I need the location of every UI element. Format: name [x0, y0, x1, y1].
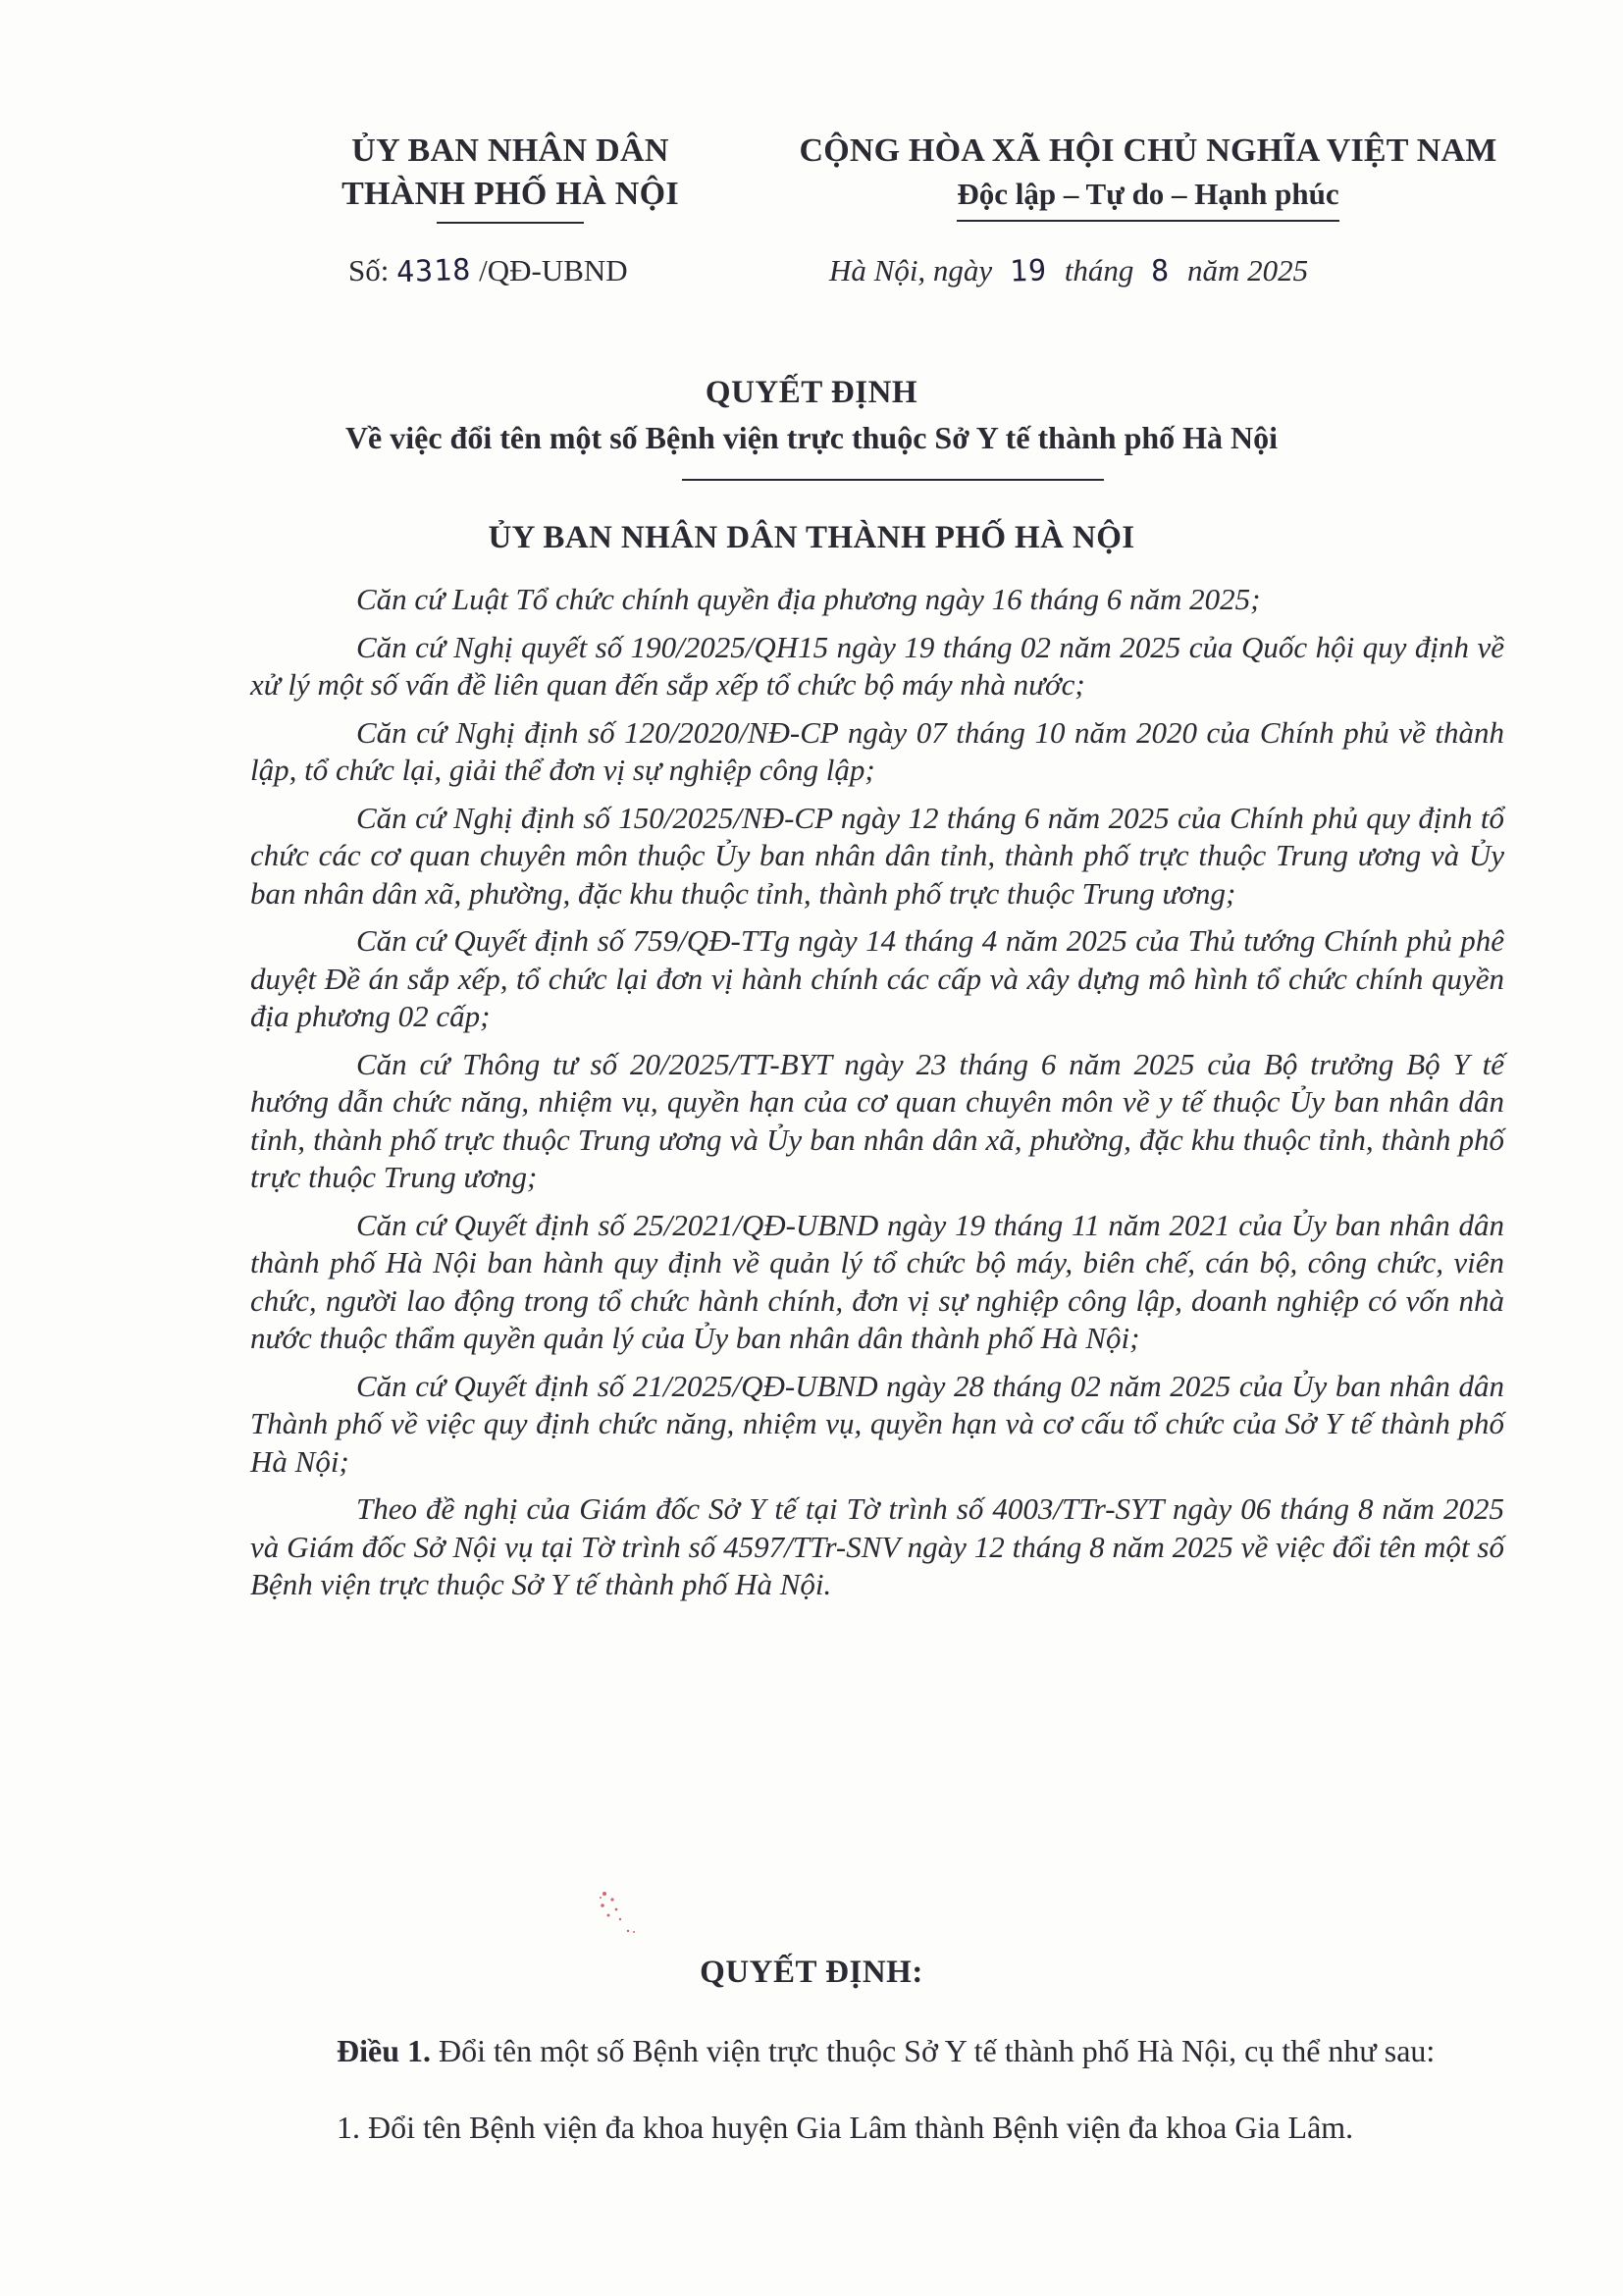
date-year: năm 2025 — [1187, 253, 1309, 287]
legal-basis-item: Căn cứ Quyết định số 759/QĐ-TTg ngày 14 tháng 4 năm 2025 của Thủ tướng Chính phủ phê duyệt Đề án sắp xếp, tổ chức lại đơn vị hành chính các cấp và xây dựng mô hình tổ chức chính quyền địa phương 02 cấp; — [250, 923, 1504, 1033]
legal-basis-item: Theo đề nghị của Giám đốc Sở Y tế tại Tờ trình số 4003/TTr-SYT ngày 06 tháng 8 năm 2025 và Giám đốc Sở Nội vụ tại Tờ trình số 4597/TTr-SNV ngày 12 tháng 8 năm 2025 về việc đổi tên một số Bệnh viện trực thuộc Sở Y tế thành phố Hà Nội. — [250, 1491, 1504, 1601]
legal-basis-item: Căn cứ Thông tư số 20/2025/TT-BYT ngày 23 tháng 6 năm 2025 của Bộ trưởng Bộ Y tế hướng dẫn chức năng, nhiệm vụ, quyền hạn của cơ quan chuyên môn về y tế thuộc Ủy ban nhân dân tỉnh, thành phố trực thuộc Trung ương và Ủy ban nhân dân xã, phường, đặc khu thuộc tỉnh, thành phố trực thuộc Trung ương; — [250, 1046, 1504, 1194]
legal-basis-item: Căn cứ Nghị định số 150/2025/NĐ-CP ngày 12 tháng 6 năm 2025 của Chính phủ quy định tổ chức các cơ quan chuyên môn thuộc Ủy ban nhân dân tỉnh, thành phố trực thuộc Trung ương và Ủy ban nhân dân xã, phường, đặc khu thuộc tỉnh, thành phố trực thuộc Trung ương; — [250, 800, 1504, 911]
issue-date — [829, 253, 1308, 288]
article-1-text: Đổi tên một số Bệnh viện trực thuộc Sở Y tế thành phố Hà Nội, cụ thể như sau: — [439, 2033, 1436, 2068]
date-prefix: Hà Nội, ngày — [829, 253, 993, 287]
doc-number-suffix: /QĐ-UBND — [479, 253, 628, 287]
legal-basis-list — [250, 581, 1504, 1614]
date-month-label: tháng — [1064, 253, 1134, 287]
legal-basis-item: Căn cứ Nghị quyết số 190/2025/QH15 ngày 19 tháng 02 năm 2025 của Quốc hội quy định về xử lý một số vấn đề liên quan đến sắp xếp tổ chức bộ máy nhà nước; — [250, 629, 1504, 702]
issuing-authority: ỦY BAN NHÂN DÂN THÀNH PHỐ HÀ NỘI — [488, 520, 1135, 555]
decision-heading: QUYẾT ĐỊNH: — [700, 1955, 923, 1990]
document-type-title: QUYẾT ĐỊNH — [705, 375, 918, 410]
legal-basis-item: Căn cứ Luật Tổ chức chính quyền địa phương ngày 16 tháng 6 năm 2025; — [356, 582, 1261, 616]
article-1-label: Điều 1. — [337, 2033, 431, 2068]
agency-line-1: ỦY BAN NHÂN DÂN — [351, 132, 669, 169]
date-day-handwritten: 19 — [1009, 253, 1048, 289]
legal-basis-item: Căn cứ Nghị định số 120/2020/NĐ-CP ngày 07 tháng 10 năm 2020 của Chính phủ về thành lập, tổ chức lại, giải thể đơn vị sự nghiệp công lập; — [250, 714, 1504, 787]
doc-number-prefix: Số: — [348, 253, 390, 287]
date-month-handwritten: 8 — [1150, 253, 1171, 289]
article-1 — [240, 2031, 1501, 2070]
national-header — [756, 130, 1541, 222]
document-number — [348, 253, 628, 288]
nation-name: CỘNG HÒA XÃ HỘI CHỦ NGHĨA VIỆT NAM — [799, 132, 1497, 169]
red-stamp-fragment-icon — [595, 1886, 640, 1937]
article-1-item-1: 1. Đổi tên Bệnh viện đa khoa huyện Gia Lâm thành Bệnh viện đa khoa Gia Lâm. — [337, 2110, 1354, 2145]
document-subject: Về việc đổi tên một số Bệnh viện trực thuộc Sở Y tế thành phố Hà Nội — [344, 420, 1279, 455]
agency-line-2-text: THÀNH PHỐ HÀ NỘI — [341, 176, 679, 212]
motto-underline — [957, 220, 1338, 222]
agency-underline — [437, 222, 584, 224]
subject-underline — [682, 479, 1104, 481]
national-motto — [957, 173, 1338, 216]
issuing-agency — [294, 130, 726, 216]
legal-basis-item: Căn cứ Quyết định số 25/2021/QĐ-UBND ngày 19 tháng 11 năm 2021 của Ủy ban nhân dân thành phố Hà Nội ban hành quy định về quản lý tổ chức bộ máy, biên chế, cán bộ, công chức, viên chức, người lao động trong tổ chức hành chính, đơn vị sự nghiệp công lập, doanh nghiệp có vốn nhà nước thuộc thẩm quyền quản lý của Ủy ban nhân dân thành phố Hà Nội; — [250, 1207, 1504, 1355]
agency-line-2 — [341, 173, 679, 216]
legal-basis-item: Căn cứ Quyết định số 21/2025/QĐ-UBND ngày 28 tháng 02 năm 2025 của Ủy ban nhân dân Thành phố về việc quy định chức năng, nhiệm vụ, quyền hạn và cơ cấu tổ chức của Sở Y tế thành phố Hà Nội; — [250, 1368, 1504, 1479]
motto-text: Độc lập – Tự do – Hạnh phúc — [957, 177, 1339, 211]
doc-number-handwritten: 4318 — [395, 252, 472, 290]
